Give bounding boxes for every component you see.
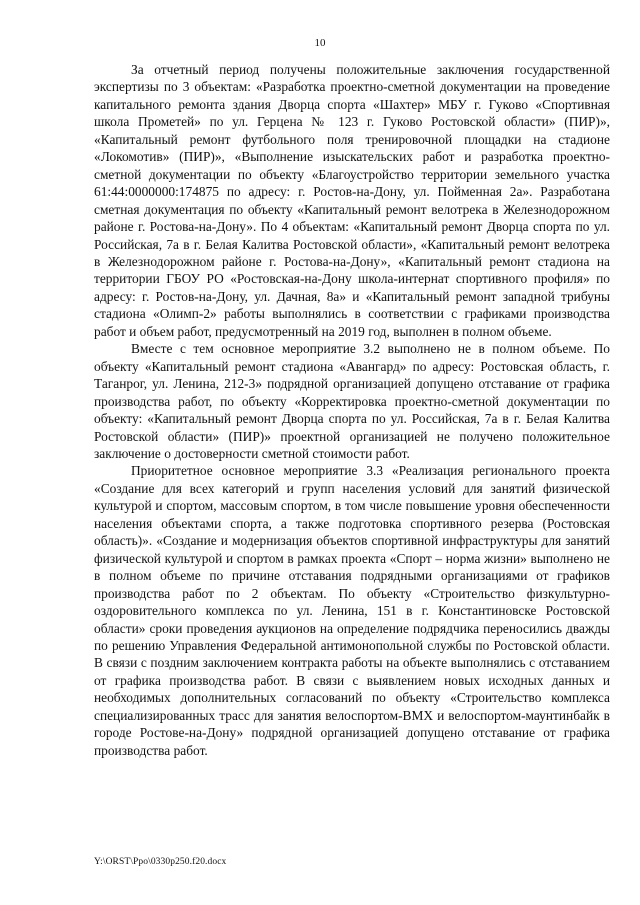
paragraph-measure-3-3: Приоритетное основное мероприятие 3.3 «Реализация регионального проекта «Создание для всех категорий и групп населения условий для занятий физической культурой и спортом, массовым спортом, в том числе повышение уровня обеспеченности населения объектами спорта, а также подготовка спортивного резерва (Ростовская область)». «Создание и модернизация объектов спортивной инфраструктуры для занятий физической культурой и спортом в рамках проекта «Спорт – норма жизни» выполнено не в полном объеме по причине отставания подрядными организациями от графиков производства работ по 2 объектам. По объекту «Строительство физкультурно-оздоровительного комплекса по ул. Ленина, 151 в г. Константиновске Ростовской области» сроки проведения аукционов на определение подрядчика переносились дважды по решению Управления Федеральной антимонопольной службы по Ростовской области. В связи с поздним заключением контракта работы на объекте выполнялись с отставанием от графика производства работ. В связи с выявлением новых исходных данных и необходимых дополнительных согласований по объекту «Строительство комплекса специализированных трасс для занятия велоспортом-BMX и велоспортом-маунтинбайк в городе Ростове-на-Дону» подрядной организацией допущено отставание от графика производства работ. [94, 463, 610, 758]
paragraph-measure-3-2: Вместе с тем основное мероприятие 3.2 выполнено не в полном объеме. По объекту «Капитальный ремонт стадиона «Авангард» по адресу: Ростовская область, г. Таганрог, ул. Ленина, 212-3» подрядной организацией допущено отставание от графика производства работ, по объекту «Корректировка проектно-сметной документации по объекту: «Капитальный ремонт Дворца спорта по ул. Российская, 7а в г. Белая Калитва Ростовской области» (ПИР)» проектной организацией не получено положительное заключение о достоверности сметной стоимости работ. [94, 341, 610, 461]
paragraph-expertise-results: За отчетный период получены положительные заключения государственной экспертизы по 3 объектам: «Разработка проектно-сметной документации на проведение капитального ремонта здания Дворца спорта «Шахтер» МБУ г. Гуково «Спортивная школа Прометей» по ул. Герцена № 123 г. Гуково Ростовской области» (ПИР)», «Капитальный ремонт футбольного поля тренировочной площадки на стадионе «Локомотив» (ПИР)», «Выполнение изыскательских работ и разработка проектно-сметной документации по объекту «Благоустройство территории земельного участка 61:44:0000000:174875 по адресу: г. Ростов-на-Дону, ул. Пойменная 2а». Разработана сметная документация по объекту «Капитальный ремонт велотрека в Железнодорожном районе г. Ростова-на-Дону». По 4 объектам: «Капитальный ремонт Дворца спорта по ул. Российская, 7а в г. Белая Калитва Ростовской области», «Капитальный ремонт велотрека в Железнодорожном районе г. Ростова-на-Дону», «Капитальный ремонт стадиона на территории ГБОУ РО «Ростовская-на-Дону школа-интернат спортивного профиля» по адресу: г. Ростов-на-Дону, ул. Дачная, 8а» и «Капитальный ремонт западной трибуны стадиона «Олимп-2» работы выполнялись в соответствии с графиками производства работ и объем работ, предусмотренный на 2019 год, выполнен в полном объеме. [94, 62, 610, 339]
file-path-footer: Y:\ORST\Ppo\0330p250.f20.docx [94, 857, 227, 867]
document-body [94, 61, 610, 759]
page-number: 10 [314, 37, 326, 49]
